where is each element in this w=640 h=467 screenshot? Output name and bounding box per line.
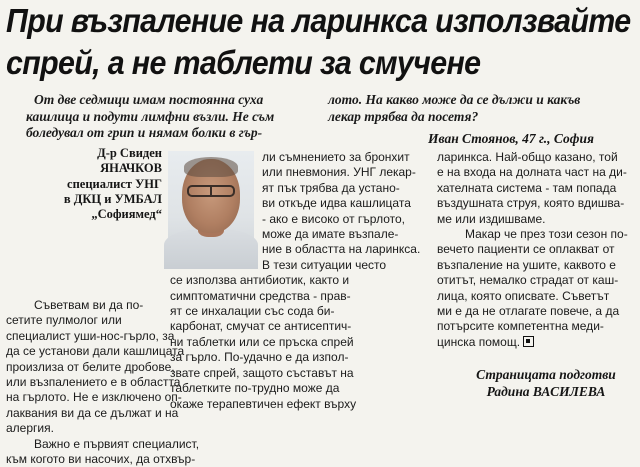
question-line: лекар трябва да посетя? [328, 108, 479, 124]
article-line: се използва антибиотик, както и [170, 273, 350, 288]
reader-question-right [328, 92, 633, 125]
article-line: е на входа на долната част на ди- [437, 165, 627, 180]
article-line: ли съмнението за бронхит [262, 150, 410, 164]
article-line: за гърло. По-удачно е да изпол- [170, 350, 349, 365]
article-line: ми е да не отлагате повече, а да [437, 304, 620, 319]
question-line: кашлица и подути лимфни възли. Не съм [26, 108, 275, 124]
credit-line: Страницата подготви [476, 367, 616, 382]
article-line: Важно е първият специалист, [34, 436, 200, 451]
end-of-article-icon [523, 336, 534, 347]
article-line: ларинкса. Най-общо казано, той [437, 150, 618, 164]
article-line: лица, която описвате. Съветът [437, 288, 610, 303]
article-line-last [437, 335, 637, 350]
article-line: алергия. [6, 421, 54, 436]
reader-question-left [26, 92, 326, 142]
article-line: ни таблетки или се пръска спрей [170, 334, 354, 349]
article-line: ви откъде идва кашлицата [262, 196, 411, 211]
article-line: Макар че през този сезон по- [465, 227, 628, 242]
article-line: - ако е високо от гърлото, [262, 211, 405, 226]
doctor-line: Д-р Свиден [97, 146, 162, 160]
article-line: окаже терапевтичен ефект върху [170, 396, 357, 411]
article-line: или възпалението е в областта [6, 375, 181, 390]
article-line: или пневмония. УНГ лекар- [262, 165, 416, 180]
article-line: звате спрей, защото съставът на [170, 365, 354, 380]
headline [6, 0, 631, 84]
headline-line: спрей, а не таблети за смучене [6, 44, 481, 81]
article-line: отитът, немалко страдат от каш- [437, 273, 619, 288]
doctor-line: специалист УНГ [67, 176, 162, 191]
article-line: таблетките по-трудно може да [170, 381, 340, 396]
doctor-line: в ДКЦ и УМБАЛ [63, 191, 162, 206]
article-line: симптоматични средства - прав- [170, 288, 351, 303]
article-line: произлиза от белите дробове, [6, 359, 175, 374]
article-line: ят пък трябва да устано- [262, 180, 400, 195]
article-line: потърсите компетентна меди- [437, 319, 604, 334]
page-credit [457, 366, 635, 400]
headline-line: При възпаление на ларинкса използвайте [6, 2, 631, 39]
article-line: лаквания ви да се дължат и на [6, 405, 179, 420]
reader-signature: Иван Стоянов, 47 г., София [428, 131, 594, 146]
doctor-credit [20, 146, 162, 222]
article-line: да се установи дали кашлицата [6, 344, 185, 359]
article-line: ние в областта на ларинкса. [262, 242, 421, 257]
article-line: ят се инхалации със сода би- [170, 304, 335, 319]
article-line: на гърлото. Не е изключено оп- [6, 390, 182, 405]
article-line: В тези ситуации често [262, 257, 387, 272]
question-line: лото. На какво може да се дължи и какъв [328, 92, 581, 107]
article-line: сетите пулмолог или [6, 313, 122, 328]
article-line: хателната система - там попада [437, 180, 617, 195]
article-line: Съветвам ви да по- [34, 298, 144, 312]
article-line: карбонат, смучат се антисептич- [170, 319, 352, 334]
article-line: възпаление на ушите, каквото е [437, 257, 616, 272]
article-column-2 [170, 150, 430, 412]
article-line: вечето пациенти се оплакват от [437, 242, 615, 257]
question-line: От две седмици имам постоянна суха [34, 92, 264, 107]
article-line: цинска помощ. [437, 334, 521, 349]
article-line: ме или издишваме. [437, 211, 546, 226]
doctor-line: „Софиямед“ [91, 207, 162, 222]
doctor-photo [168, 151, 254, 261]
doctor-line: ЯНАЧКОВ [100, 161, 162, 176]
article-column-3 [437, 150, 637, 350]
article-line: въздушната струя, която вдишва- [437, 196, 625, 211]
article-line: може да имате възпале- [262, 227, 399, 242]
article-line: специалист уши-нос-гърло, за [6, 328, 175, 343]
credit-line: Радина ВАСИЛЕВА [486, 384, 606, 399]
question-line: боледувал от грип и нямам болки в гър- [26, 125, 263, 140]
article-line: към когото ви насочих, да отхвър- [6, 452, 196, 467]
